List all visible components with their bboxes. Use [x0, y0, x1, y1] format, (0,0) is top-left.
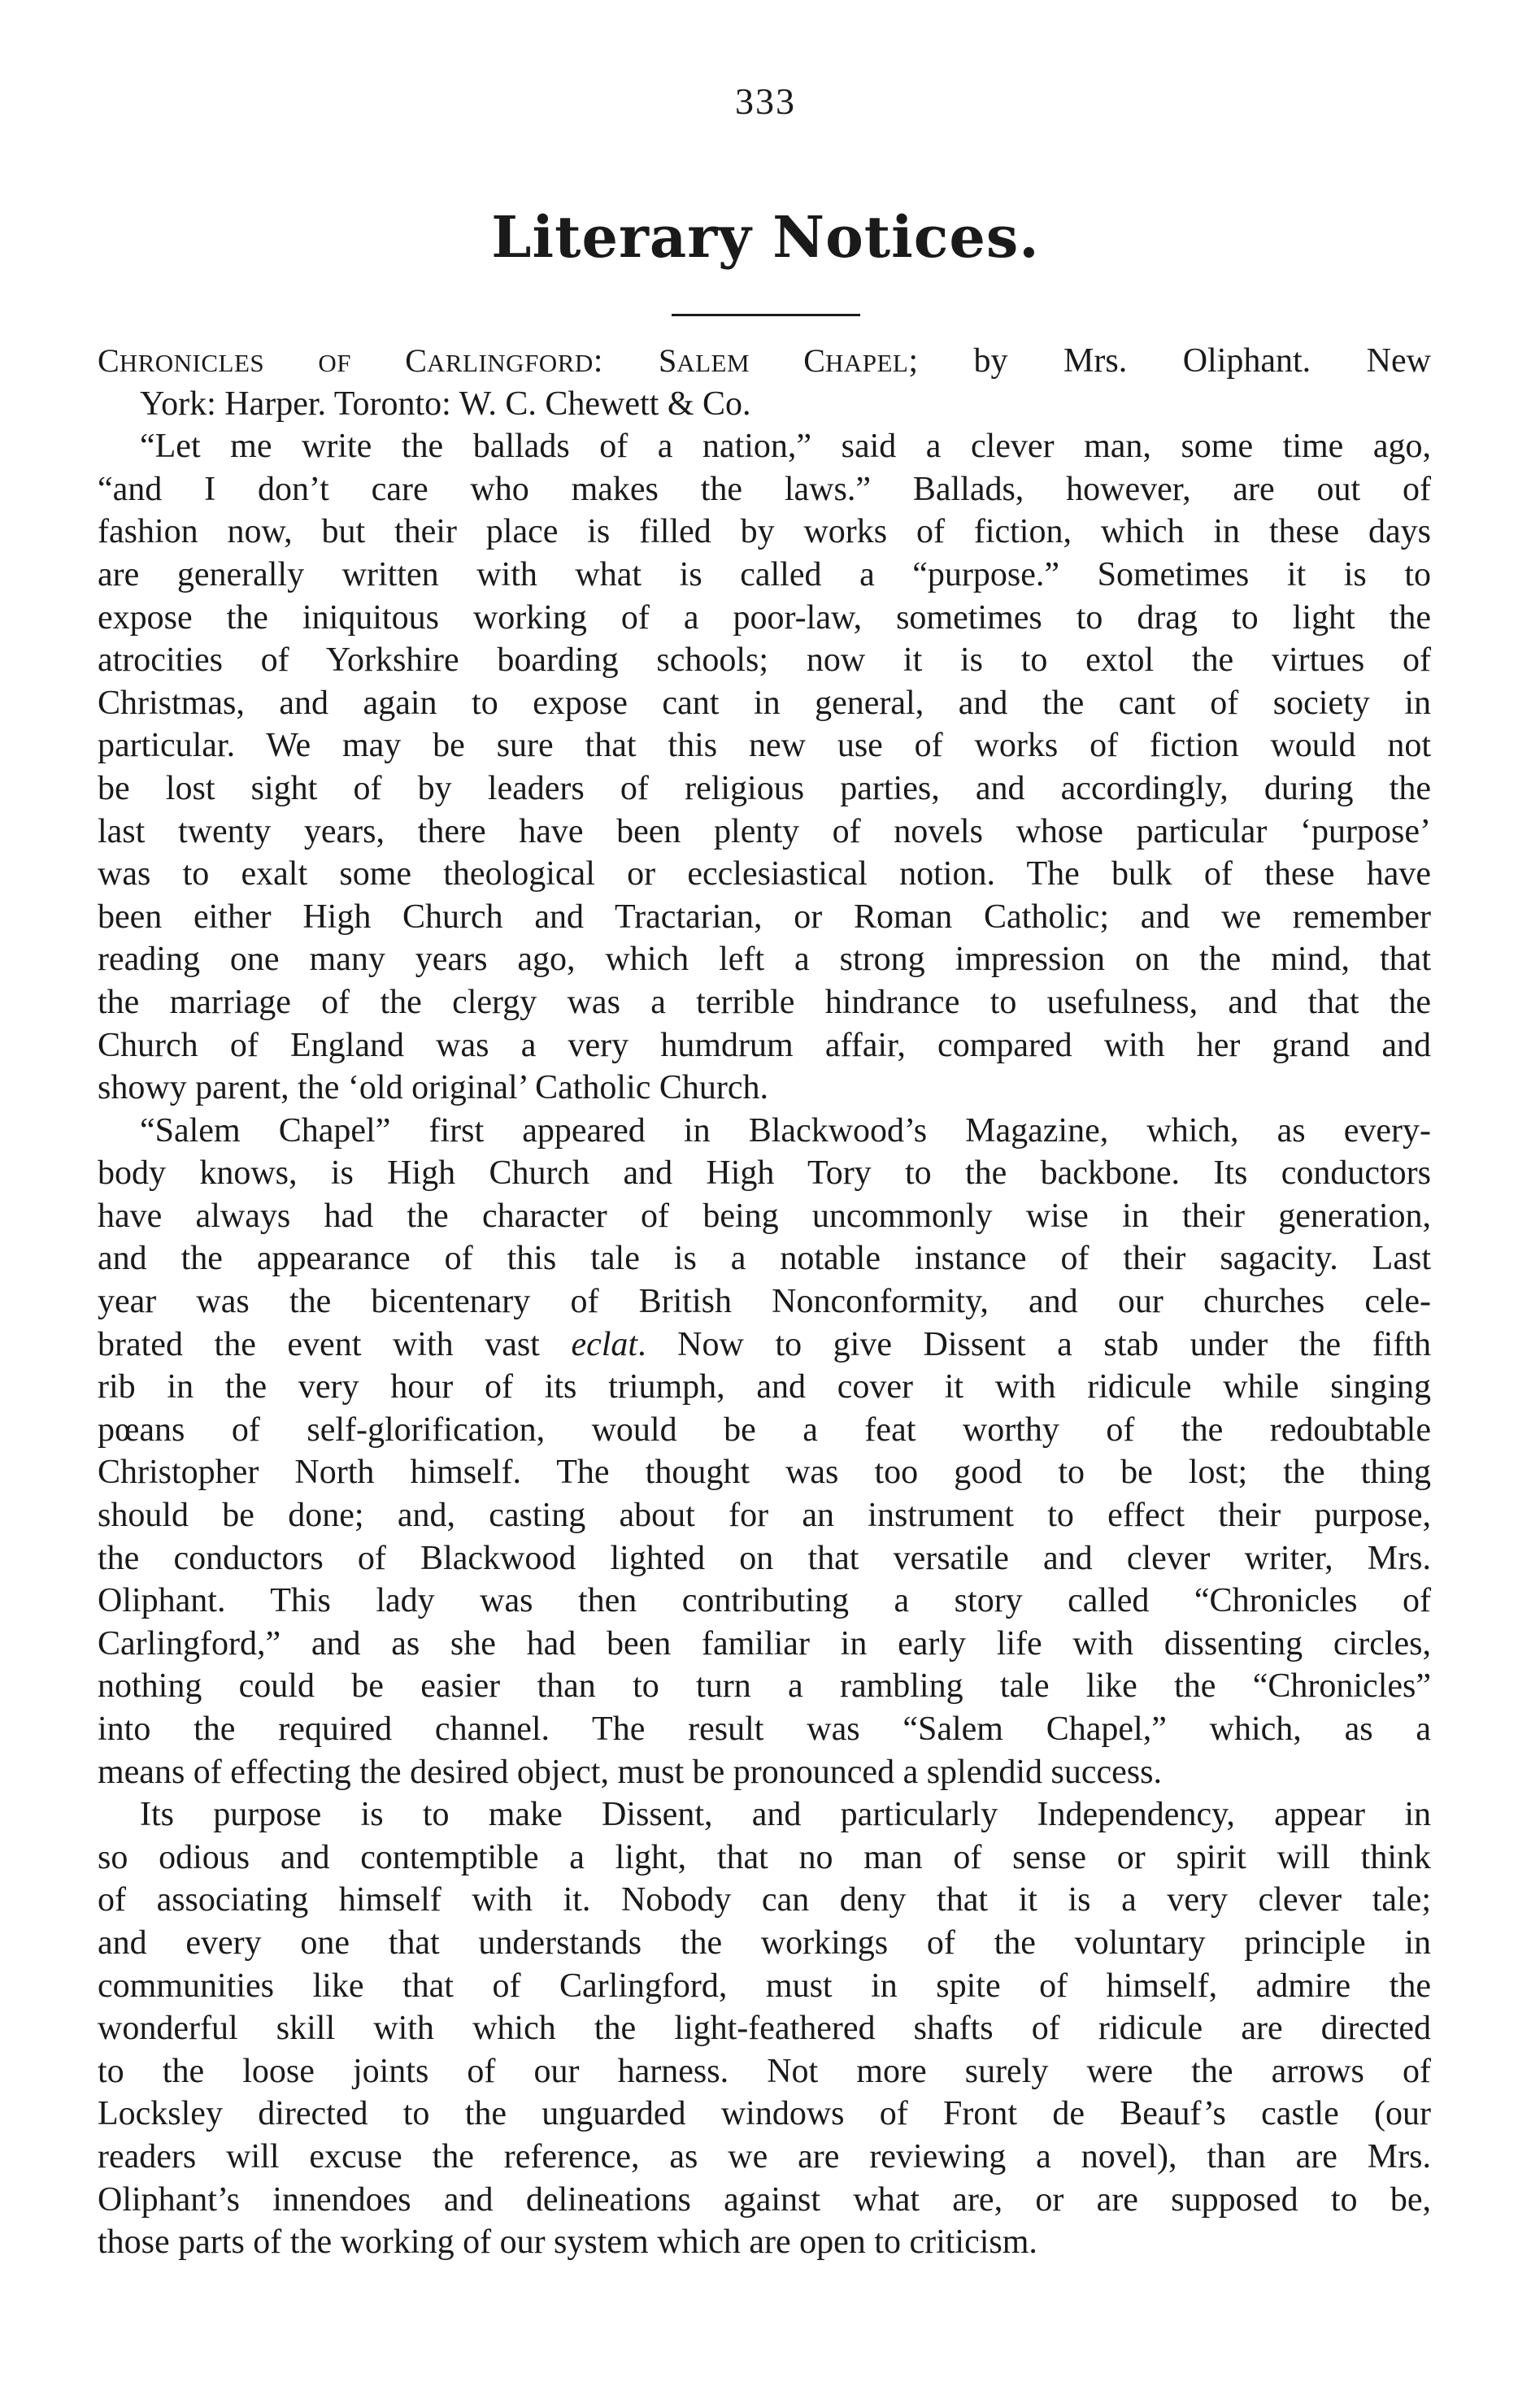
- italic-word: eclat: [571, 1325, 638, 1363]
- text-line: are generally written with what is called a “purpose.” Sometimes it is to: [98, 555, 1431, 593]
- text-line: into the required channel. The result was “Salem Chapel,” which, as a: [98, 1710, 1431, 1748]
- text-line: brated the event with vast eclat. Now to give Dissent a stab under the fifth: [98, 1325, 1432, 1363]
- text-line: Locksley directed to the unguarded windows of Front de Beauf’s castle (our: [98, 2095, 1431, 2133]
- text-line: the marriage of the clergy was a terrible hindrance to usefulness, and that the: [98, 983, 1431, 1021]
- text-line: the conductors of Blackwood lighted on that versatile and clever writer, Mrs.: [98, 1539, 1431, 1577]
- text-line: showy parent, the ‘old original’ Catholic Church.: [98, 1069, 769, 1107]
- title-divider: [672, 314, 860, 316]
- text-line: so odious and contemptible a light, that no man of sense or spirit will think: [98, 1838, 1431, 1876]
- text-line: particular. We may be sure that this new use of works of fiction would not: [98, 727, 1431, 765]
- text-line: Oliphant’s innendoes and delineations against what are, or are supposed to be,: [98, 2180, 1431, 2219]
- text-line: fashion now, but their place is filled by works of fiction, which in these days: [98, 513, 1431, 551]
- text-line: atrocities of Yorkshire boarding schools; now it is to extol the virtues of: [98, 641, 1431, 680]
- text-line: body knows, is High Church and High Tory to the backbone. Its conductors: [98, 1154, 1431, 1193]
- text-line: and the appearance of this tale is a notable instance of their sagacity. Last: [98, 1240, 1431, 1278]
- citation-author: ; by Mrs. Oliphant. New: [908, 342, 1431, 380]
- article-body: [98, 340, 1431, 2264]
- text-line: “and I don’t care who makes the laws.” Ballads, however, are out of: [98, 470, 1431, 508]
- text-line: “Salem Chapel” first appeared in Blackwood’s Magazine, which, as every-: [140, 1111, 1431, 1150]
- text-line: wonderful skill with which the light-feathered shafts of ridicule are directed: [98, 2010, 1431, 2048]
- text-line: to the loose joints of our harness. Not more surely were the arrows of: [98, 2052, 1431, 2090]
- article-text: [98, 425, 1431, 2264]
- text-line: those parts of the working of our system which are open to criticism.: [98, 2223, 1037, 2262]
- text-line: pœans of self-glorification, would be a feat worthy of the redoubtable: [98, 1410, 1431, 1449]
- text-line: was to exalt some theological or ecclesiastical notion. The bulk of these have: [98, 855, 1431, 893]
- text-line: last twenty years, there have been plenty of novels whose particular ‘purpose’: [98, 812, 1431, 850]
- text-line: Christmas, and again to expose cant in general, and the cant of society in: [98, 684, 1431, 722]
- text-line: reading one many years ago, which left a strong impression on the mind, that: [98, 941, 1431, 979]
- text-line: means of effecting the desired object, must be pronounced a splendid success.: [98, 1753, 1162, 1791]
- text-line: Its purpose is to make Dissent, and particularly Independency, appear in: [140, 1796, 1431, 1834]
- text-line: Christopher North himself. The thought was too good to be lost; the thing: [98, 1454, 1431, 1492]
- citation-title: CHRONICLES OF CARLINGFORD: SALEM CHAPEL: [98, 342, 909, 380]
- text-line: been either High Church and Tractarian, or Roman Catholic; and we remember: [98, 898, 1431, 936]
- text-line: be lost sight of by leaders of religious parties, and accordingly, during the: [98, 769, 1431, 807]
- text-line: nothing could be easier than to turn a rambling tale like the “Chronicles”: [98, 1667, 1431, 1706]
- text-line: communities like that of Carlingford, must in spite of himself, admire the: [98, 1967, 1431, 2005]
- page-number: 333: [735, 80, 796, 122]
- text-line: and every one that understands the workings of the voluntary principle in: [98, 1923, 1431, 1962]
- text-line: expose the iniquitous working of a poor-law, sometimes to drag to light the: [98, 598, 1431, 637]
- text-line: year was the bicentenary of British Nonconformity, and our churches cele-: [98, 1283, 1431, 1321]
- text-line: have always had the character of being uncommonly wise in their generation,: [98, 1197, 1431, 1235]
- text-line: should be done; and, casting about for an instrument to effect their purpose,: [98, 1497, 1431, 1535]
- section-title: Literary Notices.: [491, 203, 1040, 271]
- citation-line: [98, 340, 1431, 383]
- text-line: of associating himself with it. Nobody can deny that it is a very clever tale;: [98, 1881, 1431, 1919]
- text-line: Church of England was a very humdrum affair, compared with her grand and: [98, 1026, 1431, 1064]
- text-line: rib in the very hour of its triumph, and cover it with ridicule while singing: [98, 1368, 1431, 1406]
- text-line: readers will excuse the reference, as we are reviewing a novel), than are Mrs.: [98, 2137, 1431, 2175]
- text-line: “Let me write the ballads of a nation,” said a clever man, some time ago,: [140, 428, 1431, 466]
- text-line: Oliphant. This lady was then contributing a story called “Chronicles of: [98, 1582, 1431, 1620]
- text-line: Carlingford,” and as she had been familiar in early life with dissenting circles,: [98, 1624, 1431, 1663]
- citation-publisher-line: York: Harper. Toronto: W. C. Chewett & Co.: [140, 385, 751, 423]
